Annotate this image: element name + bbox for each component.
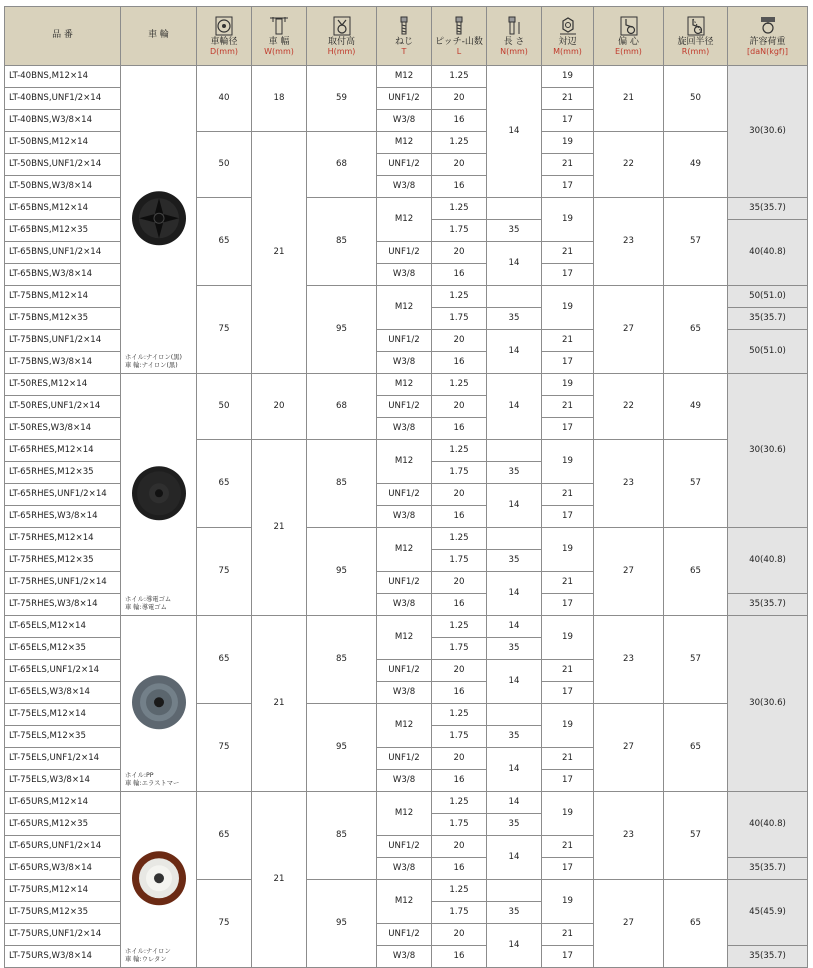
thread-cell: W3/8	[377, 110, 432, 132]
model-number: LT-50BNS,M12×14	[5, 132, 121, 154]
thread-cell: W3/8	[377, 858, 432, 880]
model-number: LT-40BNS,M12×14	[5, 66, 121, 88]
across-flats-cell: 19	[542, 374, 594, 396]
pitch-cell: 1.25	[432, 792, 487, 814]
across-flats-cell: 17	[542, 110, 594, 132]
swivel-radius-cell: 57	[664, 198, 728, 286]
model-number: LT-75URS,M12×35	[5, 902, 121, 924]
pitch-cell: 16	[432, 418, 487, 440]
model-number: LT-65BNS,M12×35	[5, 220, 121, 242]
model-number: LT-50BNS,W3/8×14	[5, 176, 121, 198]
thread-cell: UNF1/2	[377, 154, 432, 176]
load-cell: 50(51.0)	[728, 330, 808, 374]
model-number: LT-65ELS,M12×35	[5, 638, 121, 660]
wheel-image-cell	[121, 792, 197, 968]
height-cell: 95	[307, 528, 377, 616]
offset-cell: 27	[594, 704, 664, 792]
length-cell: 14	[487, 924, 542, 968]
thread-cell: UNF1/2	[377, 924, 432, 946]
model-number: LT-65BNS,UNF1/2×14	[5, 242, 121, 264]
offset-cell: 23	[594, 198, 664, 286]
pitch-cell: 16	[432, 682, 487, 704]
across-flats-cell: 17	[542, 858, 594, 880]
load-cell: 30(30.6)	[728, 374, 808, 528]
across-flats-cell: 19	[542, 528, 594, 572]
length-cell: 14	[487, 66, 542, 198]
model-number: LT-65URS,W3/8×14	[5, 858, 121, 880]
pitch-cell: 20	[432, 396, 487, 418]
model-number: LT-40BNS,UNF1/2×14	[5, 88, 121, 110]
diameter-cell: 50	[197, 132, 252, 198]
swivel-radius-cell: 65	[664, 528, 728, 616]
thread-cell: M12	[377, 616, 432, 660]
table-row	[5, 66, 808, 88]
swivel-radius-cell: 57	[664, 440, 728, 528]
across-flats-cell: 17	[542, 176, 594, 198]
thread-cell: UNF1/2	[377, 660, 432, 682]
diameter-cell: 65	[197, 616, 252, 704]
length-cell	[487, 704, 542, 726]
pitch-cell: 16	[432, 946, 487, 968]
swivel-radius-cell: 57	[664, 792, 728, 880]
model-number: LT-75URS,W3/8×14	[5, 946, 121, 968]
thread-cell: M12	[377, 286, 432, 330]
length-cell	[487, 198, 542, 220]
pitch-cell: 20	[432, 154, 487, 176]
model-number: LT-40BNS,W3/8×14	[5, 110, 121, 132]
pitch-cell: 20	[432, 242, 487, 264]
across-flats-cell: 21	[542, 748, 594, 770]
swivel-radius-icon	[685, 16, 707, 36]
thread-cell: W3/8	[377, 946, 432, 968]
swivel-radius-cell: 65	[664, 880, 728, 968]
across-flats-cell: 17	[542, 264, 594, 286]
diameter-cell: 75	[197, 704, 252, 792]
pitch-cell: 20	[432, 836, 487, 858]
thread-cell: W3/8	[377, 594, 432, 616]
thread-cell: W3/8	[377, 506, 432, 528]
pitch-cell: 20	[432, 924, 487, 946]
swivel-radius-cell: 49	[664, 132, 728, 198]
diameter-cell: 75	[197, 528, 252, 616]
across-flats-cell: 19	[542, 440, 594, 484]
pitch-cell: 1.75	[432, 638, 487, 660]
thread-cell: M12	[377, 66, 432, 88]
thread-cell: UNF1/2	[377, 836, 432, 858]
thread-cell: M12	[377, 198, 432, 242]
width-cell: 18	[252, 66, 307, 132]
urethane-wheel-icon	[130, 849, 188, 910]
across-flats-cell: 21	[542, 330, 594, 352]
model-number: LT-65BNS,W3/8×14	[5, 264, 121, 286]
table-row	[5, 792, 808, 814]
load-cell: 35(35.7)	[728, 198, 808, 220]
pitch-cell: 20	[432, 88, 487, 110]
length-icon	[503, 16, 525, 36]
model-number: LT-65URS,M12×14	[5, 792, 121, 814]
length-cell	[487, 286, 542, 308]
pitch-cell: 1.75	[432, 550, 487, 572]
thread-cell: M12	[377, 440, 432, 484]
height-cell: 85	[307, 440, 377, 528]
offset-cell: 21	[594, 66, 664, 132]
across-flats-cell: 17	[542, 418, 594, 440]
header-wheel: 車 輪	[121, 7, 197, 66]
wheel-material-note	[125, 948, 171, 964]
header-across-flats: 対辺 M(mm)	[542, 7, 594, 66]
across-flats-cell: 19	[542, 880, 594, 924]
pitch-icon	[448, 16, 470, 36]
offset-cell: 23	[594, 440, 664, 528]
pitch-cell: 16	[432, 264, 487, 286]
wheel-material-line: ホイル:PP	[125, 772, 154, 780]
model-number: LT-75ELS,M12×35	[5, 726, 121, 748]
pitch-cell: 20	[432, 660, 487, 682]
height-cell: 85	[307, 792, 377, 880]
header-length: 長 さ N(mm)	[487, 7, 542, 66]
thread-cell: UNF1/2	[377, 396, 432, 418]
diameter-cell: 50	[197, 374, 252, 440]
model-number: LT-75URS,UNF1/2×14	[5, 924, 121, 946]
offset-cell: 22	[594, 132, 664, 198]
thread-cell: UNF1/2	[377, 748, 432, 770]
wheel-material-line: ホイル:ナイロン(黒)	[125, 354, 182, 362]
model-number: LT-75RHES,W3/8×14	[5, 594, 121, 616]
pitch-cell: 1.25	[432, 704, 487, 726]
length-cell: 35	[487, 902, 542, 924]
width-cell: 21	[252, 440, 307, 616]
load-cell: 35(35.7)	[728, 308, 808, 330]
black-nylon-wheel-icon	[130, 189, 188, 250]
diameter-cell: 40	[197, 66, 252, 132]
model-number: LT-50RES,UNF1/2×14	[5, 396, 121, 418]
length-cell: 14	[487, 374, 542, 440]
length-cell: 14	[487, 792, 542, 814]
model-number: LT-75RHES,M12×35	[5, 550, 121, 572]
diameter-cell: 75	[197, 286, 252, 374]
across-flats-cell: 21	[542, 396, 594, 418]
swivel-radius-cell: 49	[664, 374, 728, 440]
model-number: LT-75BNS,M12×14	[5, 286, 121, 308]
wheel-material-note	[125, 354, 182, 370]
length-cell: 14	[487, 660, 542, 704]
wheel-width-icon	[268, 16, 290, 36]
pitch-cell: 16	[432, 352, 487, 374]
thread-cell: M12	[377, 374, 432, 396]
model-number: LT-65ELS,M12×14	[5, 616, 121, 638]
width-cell: 21	[252, 132, 307, 374]
height-cell: 85	[307, 616, 377, 704]
across-flats-cell: 19	[542, 286, 594, 330]
across-flats-cell: 19	[542, 616, 594, 660]
offset-cell: 27	[594, 880, 664, 968]
header-thread: ねじ T	[377, 7, 432, 66]
offset-cell: 22	[594, 374, 664, 440]
pitch-cell: 1.25	[432, 374, 487, 396]
thread-cell: M12	[377, 528, 432, 572]
wheel-material-note	[125, 596, 171, 612]
model-number: LT-75ELS,M12×14	[5, 704, 121, 726]
across-flats-cell: 21	[542, 836, 594, 858]
length-cell: 14	[487, 572, 542, 616]
wheel-material-line: ホイル:ナイロン	[125, 948, 171, 956]
conductive-rubber-wheel-icon	[130, 464, 188, 525]
model-number: LT-65URS,UNF1/2×14	[5, 836, 121, 858]
offset-cell: 23	[594, 792, 664, 880]
across-flats-cell: 17	[542, 594, 594, 616]
across-flats-cell: 19	[542, 198, 594, 242]
wheel-material-line: ホイル:導電ゴム	[125, 596, 172, 604]
model-number: LT-65RHES,UNF1/2×14	[5, 484, 121, 506]
pitch-cell: 20	[432, 572, 487, 594]
thread-cell: UNF1/2	[377, 484, 432, 506]
load-cell: 35(35.7)	[728, 594, 808, 616]
pitch-cell: 1.75	[432, 220, 487, 242]
model-number: LT-75ELS,UNF1/2×14	[5, 748, 121, 770]
model-number: LT-50RES,M12×14	[5, 374, 121, 396]
length-cell: 35	[487, 638, 542, 660]
across-flats-cell: 19	[542, 66, 594, 88]
header-load: 許容荷重 [daN(kgf)]	[728, 7, 808, 66]
model-number: LT-75BNS,M12×35	[5, 308, 121, 330]
header-diameter: 車輪径 D(mm)	[197, 7, 252, 66]
model-number: LT-75BNS,UNF1/2×14	[5, 330, 121, 352]
length-cell: 14	[487, 836, 542, 880]
thread-cell: UNF1/2	[377, 572, 432, 594]
wheel-image-cell	[121, 374, 197, 616]
across-flats-cell: 19	[542, 132, 594, 154]
diameter-cell: 75	[197, 880, 252, 968]
across-flats-cell: 19	[542, 792, 594, 836]
wheel-material-line: 車 輪:ウレタン	[125, 956, 167, 964]
across-flats-cell: 17	[542, 946, 594, 968]
pitch-cell: 16	[432, 176, 487, 198]
height-cell: 68	[307, 132, 377, 198]
thread-cell: UNF1/2	[377, 88, 432, 110]
pitch-cell: 1.25	[432, 616, 487, 638]
height-cell: 95	[307, 286, 377, 374]
thread-cell: UNF1/2	[377, 330, 432, 352]
length-cell: 35	[487, 220, 542, 242]
length-cell	[487, 528, 542, 550]
length-cell: 35	[487, 726, 542, 748]
header-swivel-radius: 旋回半径 R(mm)	[664, 7, 728, 66]
model-number: LT-65RHES,M12×35	[5, 462, 121, 484]
pitch-cell: 20	[432, 748, 487, 770]
thread-cell: M12	[377, 880, 432, 924]
pitch-cell: 1.75	[432, 462, 487, 484]
thread-cell: W3/8	[377, 176, 432, 198]
hex-nut-icon	[557, 16, 579, 36]
length-cell: 14	[487, 616, 542, 638]
thread-icon	[393, 16, 415, 36]
offset-cell: 23	[594, 616, 664, 704]
pitch-cell: 1.25	[432, 286, 487, 308]
model-number: LT-50BNS,UNF1/2×14	[5, 154, 121, 176]
across-flats-cell: 21	[542, 660, 594, 682]
across-flats-cell: 17	[542, 352, 594, 374]
diameter-cell: 65	[197, 792, 252, 880]
load-cell: 35(35.7)	[728, 946, 808, 968]
length-cell	[487, 880, 542, 902]
height-cell: 85	[307, 198, 377, 286]
model-number: LT-75BNS,W3/8×14	[5, 352, 121, 374]
thread-cell: M12	[377, 704, 432, 748]
across-flats-cell: 21	[542, 924, 594, 946]
height-cell: 95	[307, 704, 377, 792]
model-number: LT-75RHES,UNF1/2×14	[5, 572, 121, 594]
pitch-cell: 1.75	[432, 814, 487, 836]
thread-cell: M12	[377, 792, 432, 836]
load-cell: 40(40.8)	[728, 528, 808, 594]
pitch-cell: 1.25	[432, 880, 487, 902]
wheel-image-cell	[121, 66, 197, 374]
swivel-radius-cell: 65	[664, 286, 728, 374]
load-cell: 40(40.8)	[728, 220, 808, 286]
swivel-radius-cell: 57	[664, 616, 728, 704]
height-cell: 68	[307, 374, 377, 440]
thread-cell: W3/8	[377, 418, 432, 440]
table-body	[5, 66, 808, 968]
header-offset: 偏 心 E(mm)	[594, 7, 664, 66]
wheel-material-line: 車 輪:導電ゴム	[125, 604, 167, 612]
height-cell: 59	[307, 66, 377, 132]
pitch-cell: 1.25	[432, 198, 487, 220]
pitch-cell: 1.25	[432, 528, 487, 550]
thread-cell: UNF1/2	[377, 242, 432, 264]
offset-cell: 27	[594, 286, 664, 374]
wheel-material-line: 車 輪:エラストマー	[125, 780, 180, 788]
pitch-cell: 16	[432, 858, 487, 880]
height-cell: 95	[307, 880, 377, 968]
model-number: LT-75RHES,M12×14	[5, 528, 121, 550]
offset-cell: 27	[594, 528, 664, 616]
pitch-cell: 1.25	[432, 440, 487, 462]
load-cell: 45(45.9)	[728, 880, 808, 946]
across-flats-cell: 21	[542, 242, 594, 264]
model-number: LT-65ELS,W3/8×14	[5, 682, 121, 704]
pitch-cell: 1.25	[432, 132, 487, 154]
length-cell: 14	[487, 330, 542, 374]
diameter-cell: 65	[197, 440, 252, 528]
table-row	[5, 374, 808, 396]
pitch-cell: 20	[432, 330, 487, 352]
caster-spec-table	[4, 6, 808, 968]
load-cell: 50(51.0)	[728, 286, 808, 308]
pitch-cell: 1.75	[432, 308, 487, 330]
pitch-cell: 16	[432, 110, 487, 132]
offset-icon	[618, 16, 640, 36]
wheel-image-cell	[121, 616, 197, 792]
across-flats-cell: 17	[542, 506, 594, 528]
load-cell: 40(40.8)	[728, 792, 808, 858]
pitch-cell: 16	[432, 594, 487, 616]
length-cell: 35	[487, 462, 542, 484]
header-height: 取付高 H(mm)	[307, 7, 377, 66]
length-cell: 14	[487, 484, 542, 528]
table-row	[5, 616, 808, 638]
swivel-radius-cell: 65	[664, 704, 728, 792]
across-flats-cell: 17	[542, 770, 594, 792]
across-flats-cell: 21	[542, 88, 594, 110]
length-cell: 35	[487, 308, 542, 330]
wheel-material-note	[125, 772, 179, 788]
thread-cell: M12	[377, 132, 432, 154]
across-flats-cell: 17	[542, 682, 594, 704]
pitch-cell: 16	[432, 770, 487, 792]
model-number: LT-75URS,M12×14	[5, 880, 121, 902]
wheel-diameter-icon	[213, 16, 235, 36]
model-number: LT-75ELS,W3/8×14	[5, 770, 121, 792]
swivel-radius-cell: 50	[664, 66, 728, 132]
pitch-cell: 1.25	[432, 66, 487, 88]
model-number: LT-65URS,M12×35	[5, 814, 121, 836]
width-cell: 21	[252, 792, 307, 968]
model-number: LT-65RHES,M12×14	[5, 440, 121, 462]
length-cell	[487, 440, 542, 462]
header-pitch: ピッチ-山数 L	[432, 7, 487, 66]
pitch-cell: 1.75	[432, 726, 487, 748]
load-weight-icon	[757, 16, 779, 36]
elastomer-wheel-icon	[130, 673, 188, 734]
model-number: LT-65RHES,W3/8×14	[5, 506, 121, 528]
model-number: LT-65ELS,UNF1/2×14	[5, 660, 121, 682]
wheel-material-line: 車 輪:ナイロン(黒)	[125, 362, 178, 370]
thread-cell: W3/8	[377, 264, 432, 286]
model-number: LT-65BNS,M12×14	[5, 198, 121, 220]
thread-cell: W3/8	[377, 352, 432, 374]
width-cell: 20	[252, 374, 307, 440]
across-flats-cell: 21	[542, 484, 594, 506]
pitch-cell: 1.75	[432, 902, 487, 924]
header-row	[5, 7, 808, 66]
header-model: 品 番	[5, 7, 121, 66]
load-cell: 30(30.6)	[728, 616, 808, 792]
length-cell: 14	[487, 748, 542, 792]
load-cell: 35(35.7)	[728, 858, 808, 880]
mounting-height-icon	[331, 16, 353, 36]
length-cell: 35	[487, 814, 542, 836]
pitch-cell: 16	[432, 506, 487, 528]
model-number: LT-50RES,W3/8×14	[5, 418, 121, 440]
load-cell: 30(30.6)	[728, 66, 808, 198]
across-flats-cell: 21	[542, 154, 594, 176]
width-cell: 21	[252, 616, 307, 792]
diameter-cell: 65	[197, 198, 252, 286]
header-width: 車 幅 W(mm)	[252, 7, 307, 66]
thread-cell: W3/8	[377, 682, 432, 704]
pitch-cell: 20	[432, 484, 487, 506]
across-flats-cell: 21	[542, 572, 594, 594]
across-flats-cell: 19	[542, 704, 594, 748]
length-cell: 35	[487, 550, 542, 572]
length-cell: 14	[487, 242, 542, 286]
thread-cell: W3/8	[377, 770, 432, 792]
